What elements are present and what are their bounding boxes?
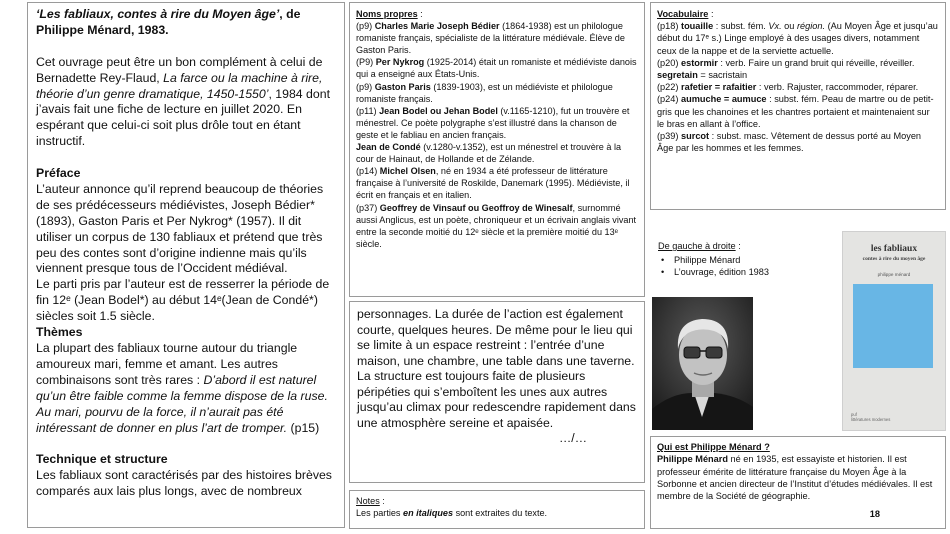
book-cover-image: [842, 231, 946, 431]
book-cover-author: philippe ménard: [877, 272, 911, 277]
captions-heading: De gauche à droite :: [658, 241, 741, 251]
themes-heading: Thèmes: [36, 325, 83, 340]
author-bio-box: [650, 436, 946, 529]
main-text-box: [27, 2, 345, 528]
name-entry: Jean de Condé (v.1280-v.1352), est un ménestrel et trouvère à la cour de Hainaut, de Hollande et de Zélande.: [356, 142, 622, 165]
intro-paragraph: Cet ouvrage peut être un bon complément à celui de Bernadette Rey-Flaud, La farce ou la machine à rire, théorie d’un genre dramatique, 1450-1550’, 1984 dont j’avais fait une fiche de lecture en juillet 2020. En espérant que celui-ci soit plus drôle tout en étant instructif.: [36, 54, 330, 149]
caption-item: • L’ouvrage, édition 1983: [658, 266, 838, 279]
name-entry: (p14) Michel Olsen, né en 1934 a été professeur de littérature française à l’université de Roskilde, Danemark (1995). Médiéviste, il écrit en français et en italien.: [356, 166, 630, 201]
vocab-entry: (p20) estormir : verb. Faire un grand bruit qui réveille, réveiller. segretain = sacristain: [657, 57, 915, 81]
name-entry: (p9) Charles Marie Joseph Bédier (1864-1938) est un philologue romaniste français, spécialiste de la littérature médiévale. Élève de Gaston Paris.: [356, 21, 625, 56]
preface-paragraph-1: L’auteur annonce qu’il reprend beaucoup de théories de ses prédécesseurs médiévistes, Joseph Bédier* (1893), Gaston Paris et Per Nykrog* (1957). Il dit utiliser un corpus de 130 fabliaux et prétend que très peu des contes sont d’origine indienne mais qu’ils viennent presque tous de l’Occident médiéval.: [36, 181, 324, 276]
continued-paragraph-1: personnages. La durée de l’action est également courte, quelques heures. De même pour le lieu qui se limite à un espace restreint : l’entrée d’une maison, une chambre, une table dans une taverne.: [357, 307, 635, 368]
vocab-entry: (p39) surcot : subst. masc. Vêtement de dessus porté au Moyen Âge par les hommes et les femmes.: [657, 131, 922, 154]
book-cover-publisher: puf littératures modernes: [851, 412, 891, 422]
book-cover-blue-square: [853, 284, 933, 368]
vocab-entry: (p22) rafetier = rafaitier : verb. Rajuster, raccommoder, réparer.: [657, 82, 919, 93]
page-number: 18: [869, 508, 880, 519]
preface-paragraph-2: Le parti pris par l’auteur est de resserrer la période de fin 12ᵉ (Jean Bodel*) au début 14ᵉ(Jean de Condé*) siècles soit 1.5 siècle.: [36, 277, 330, 324]
technique-heading: Technique et structure: [36, 452, 168, 467]
vocabulary-box: [650, 2, 946, 210]
notes-heading: Notes :: [356, 496, 385, 506]
continued-text-box: [349, 301, 645, 483]
vocab-entry: (p24) aumuche = aumuce : subst. fém. Peau de martre ou de petit-gris que les chanoines et les chantres portaient et maintenaient sur le bras en allant à l’office.: [657, 94, 934, 129]
themes-paragraph: La plupart des fabliaux tourne autour du triangle amoureux mari, femme et amant. Les autres combinaisons sont très rares : D’abord il est naturel qu’un être faible comme la femme dispose de la ruse. Au mari, pourvu de la force, il n’aurait pas été intéressant de donner en plus l’art de tromper. (p15): [36, 341, 328, 435]
notes-text: Les parties en italiques sont extraites du texte.: [356, 508, 548, 518]
book-cover-title: les fabliaux: [870, 244, 918, 254]
proper-names-heading: Noms propres :: [356, 9, 423, 19]
technique-paragraph: Les fabliaux sont caractérisés par des histoires brèves comparés aux lais plus longs, avec de nombreux: [36, 468, 332, 499]
image-captions: [658, 240, 838, 279]
continued-paragraph-2: La structure est toujours faite de plusieurs péripéties qui s’emboîtent les unes aux autres jusqu’au climax pour redescendre rapidement dans une atmosphère sereine et apaisée.: [357, 369, 636, 430]
notes-box: [349, 490, 645, 529]
proper-names-box: [349, 2, 645, 297]
continuation-marker: …/…: [558, 431, 587, 445]
name-entry: (p37) Geoffrey de Vinsauf ou Geoffroy de Winesalf, surnommé aussi Anglicus, est un poète, chroniqueur et un écrivain anglais vivant entre la seconde moitié du 12ᵉ siècle et la première moitié du 13ᵉ siècle.: [356, 202, 637, 249]
name-entry: (p9) Gaston Paris (1839-1903), est un médiéviste et philologue romaniste français.: [356, 81, 613, 104]
author-bio-heading: Qui est Philippe Ménard ?: [657, 442, 770, 452]
author-portrait-photo: [652, 297, 753, 430]
book-title: ‘Les fabliaux, contes à rire du Moyen âge’, de Philippe Ménard, 1983.: [36, 7, 301, 37]
name-entry: (p11) Jean Bodel ou Jehan Bodel (v.1165-1210), fut un trouvère et ménestrel. Ce poète polygraphe s’est illustré dans la chanson de geste et le fabliau en ancien français.: [356, 105, 630, 140]
author-bio-text: Philippe Ménard né en 1935, est essayiste et historien. Il est professeur émérite de littérature française du Moyen Âge à la Sorbonne et ancien directeur de l’Institut d’études médiévales. Il est membre de la Société de géographie.: [657, 454, 933, 502]
vocab-entry: (p18) touaille : subst. fém. Vx. ou région. (Au Moyen Âge et jusqu’au début du 17ᵉ s.) Linge employé à des usages divers, notamment ceux de la nappe et de la serviette actuelle.: [657, 21, 938, 56]
preface-heading: Préface: [36, 166, 81, 181]
book-cover-subtitle: contes à rire du moyen âge: [862, 256, 926, 262]
vocabulary-heading: Vocabulaire :: [657, 9, 714, 19]
caption-item: • Philippe Ménard: [658, 254, 838, 267]
name-entry: (P9) Per Nykrog (1925-2014) était un romaniste et médiéviste danois qui a enseigné aux États-Unis.: [356, 57, 637, 80]
